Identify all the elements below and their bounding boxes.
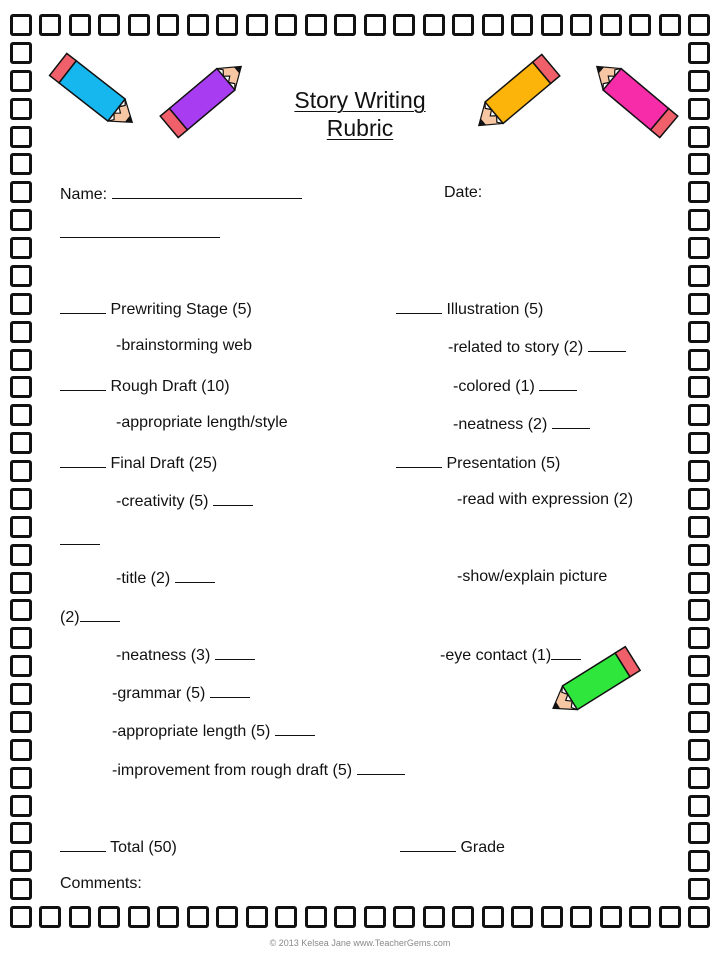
appropriate-style-label: -appropriate length/style (116, 414, 288, 431)
border-square (10, 376, 32, 398)
show-explain-blank[interactable] (80, 606, 120, 622)
border-square (187, 14, 209, 36)
border-square (688, 265, 710, 287)
border-square (10, 181, 32, 203)
border-square (364, 906, 386, 928)
orange-pencil-icon (460, 46, 568, 146)
rough-draft-score-blank[interactable] (60, 375, 106, 391)
copyright-footer: © 2013 Kelsea Jane www.TeacherGems.com (269, 938, 451, 948)
border-square (39, 906, 61, 928)
presentation-score-blank[interactable] (396, 452, 442, 468)
total-label: Total (50) (110, 839, 177, 856)
illustration-row (396, 298, 543, 320)
border-square (10, 70, 32, 92)
border-square (688, 432, 710, 454)
related-label: -related to story (2) (448, 339, 584, 356)
border-square (10, 544, 32, 566)
border-square (10, 795, 32, 817)
improvement-label: -improvement from rough draft (5) (112, 762, 353, 779)
grammar-row (112, 682, 250, 704)
brainstorming-label: -brainstorming web (116, 337, 253, 354)
improvement-blank[interactable] (357, 759, 405, 775)
border-square (10, 488, 32, 510)
border-square (364, 14, 386, 36)
border-square (246, 14, 268, 36)
border-square (688, 321, 710, 343)
border-square (452, 14, 474, 36)
border-square (10, 126, 32, 148)
read-expression-label: -read with expression (2) (457, 491, 634, 508)
border-square (216, 14, 238, 36)
purple-pencil-icon (152, 46, 260, 146)
border-square (688, 795, 710, 817)
colored-label: -colored (1) (453, 378, 535, 395)
border-square (246, 906, 268, 928)
border-square (98, 906, 120, 928)
border-square (10, 516, 32, 538)
border-square (69, 14, 91, 36)
border-square (305, 14, 327, 36)
border-square (423, 14, 445, 36)
related-blank[interactable] (588, 336, 626, 352)
border-square (688, 237, 710, 259)
grammar-blank[interactable] (210, 682, 250, 698)
border-square (541, 906, 563, 928)
border-square (157, 906, 179, 928)
border-square (482, 906, 504, 928)
border-square (39, 14, 61, 36)
rough-draft-label: Rough Draft (10) (110, 378, 230, 395)
border-square (688, 126, 710, 148)
border-square (10, 265, 32, 287)
border-square (629, 14, 651, 36)
border-square (511, 906, 533, 928)
neatness-left-row (116, 644, 255, 666)
border-square (659, 14, 681, 36)
creativity-label: -creativity (5) (116, 493, 209, 510)
title-item-row (116, 567, 215, 589)
prewriting-label: Prewriting Stage (5) (110, 301, 252, 318)
border-square (98, 14, 120, 36)
border-square (570, 906, 592, 928)
border-square (600, 906, 622, 928)
border-square (10, 850, 32, 872)
colored-row (453, 375, 577, 397)
title-line-1: Story Writing (294, 87, 426, 113)
presentation-label: Presentation (5) (446, 455, 561, 472)
border-square (688, 739, 710, 761)
border-square (688, 767, 710, 789)
neatness-left-blank[interactable] (215, 644, 255, 660)
border-square (10, 683, 32, 705)
title-item-label: -title (2) (116, 570, 171, 587)
border-square (688, 544, 710, 566)
border-square (10, 739, 32, 761)
title-line-2: Rubric (326, 115, 394, 141)
name-blank[interactable] (112, 183, 302, 199)
border-square (688, 850, 710, 872)
border-square (688, 98, 710, 120)
border-square (128, 906, 150, 928)
border-square (10, 14, 32, 36)
creativity-row (116, 490, 253, 512)
page-title (270, 86, 450, 142)
eye-contact-blank[interactable] (551, 644, 581, 660)
border-square (629, 906, 651, 928)
creativity-blank[interactable] (213, 490, 253, 506)
grammar-label: -grammar (5) (112, 685, 206, 702)
neatness-right-label: -neatness (2) (453, 416, 548, 433)
border-square (10, 293, 32, 315)
rough-draft-row (60, 375, 230, 397)
illustration-score-blank[interactable] (396, 298, 442, 314)
border-square (275, 906, 297, 928)
border-square (10, 572, 32, 594)
border-square (659, 906, 681, 928)
total-row (60, 836, 177, 858)
border-square (10, 153, 32, 175)
border-square (334, 906, 356, 928)
grade-row (400, 836, 505, 858)
border-square (688, 488, 710, 510)
border-square (688, 293, 710, 315)
border-square (157, 14, 179, 36)
show-explain-points-row (60, 606, 120, 628)
border-square (393, 14, 415, 36)
border-square (10, 237, 32, 259)
border-square (10, 906, 32, 928)
border-square (511, 14, 533, 36)
show-explain-label: -show/explain picture (457, 568, 608, 585)
eye-contact-row (440, 644, 581, 666)
border-square (600, 14, 622, 36)
border-square (688, 683, 710, 705)
border-square (10, 321, 32, 343)
border-square (688, 572, 710, 594)
border-square (10, 767, 32, 789)
colored-blank[interactable] (539, 375, 577, 391)
border-square (275, 14, 297, 36)
illustration-label: Illustration (5) (446, 301, 544, 318)
border-square (541, 14, 563, 36)
border-square (423, 906, 445, 928)
name-field (60, 183, 302, 205)
neatness-left-label: -neatness (3) (116, 647, 211, 664)
border-square (10, 878, 32, 900)
border-square (688, 181, 710, 203)
blue-pencil-icon (42, 46, 150, 142)
border-square (688, 822, 710, 844)
name-label: Name: (60, 186, 108, 203)
border-square (10, 711, 32, 733)
border-square (688, 516, 710, 538)
border-square (10, 349, 32, 371)
border-square (688, 70, 710, 92)
border-square (688, 42, 710, 64)
neatness-right-blank[interactable] (552, 413, 590, 429)
read-expression-blank[interactable] (60, 529, 100, 545)
border-square (570, 14, 592, 36)
border-square (688, 460, 710, 482)
grade-label: Grade (460, 839, 505, 856)
border-square (688, 349, 710, 371)
date-label: Date: (444, 184, 483, 201)
border-square (69, 906, 91, 928)
border-square (216, 906, 238, 928)
border-square (10, 599, 32, 621)
appropriate-length-row (112, 720, 315, 742)
appropriate-length-blank[interactable] (275, 720, 315, 736)
border-square (688, 627, 710, 649)
border-square (305, 906, 327, 928)
border-square (10, 627, 32, 649)
border-square (452, 906, 474, 928)
border-square (688, 906, 710, 928)
border-square (688, 376, 710, 398)
border-square (10, 404, 32, 426)
prewriting-score-blank[interactable] (60, 298, 106, 314)
appropriate-length-label: -appropriate length (5) (112, 723, 271, 740)
border-square (688, 404, 710, 426)
presentation-row (396, 452, 560, 474)
border-square (10, 655, 32, 677)
border-square (482, 14, 504, 36)
eye-contact-label: -eye contact (1) (440, 647, 552, 664)
border-square (688, 14, 710, 36)
border-square (393, 906, 415, 928)
border-square (10, 822, 32, 844)
border-square (334, 14, 356, 36)
border-square (688, 209, 710, 231)
border-square (187, 906, 209, 928)
border-square (10, 460, 32, 482)
border-square (688, 599, 710, 621)
border-square (128, 14, 150, 36)
border-square (10, 209, 32, 231)
pink-pencil-icon (578, 46, 686, 146)
final-draft-score-blank[interactable] (60, 452, 106, 468)
comments-label: Comments: (60, 875, 142, 892)
border-square (10, 42, 32, 64)
border-square (688, 153, 710, 175)
border-square (688, 711, 710, 733)
border-square (10, 98, 32, 120)
border-square (688, 655, 710, 677)
neatness-right-row (453, 413, 590, 435)
improvement-row (112, 759, 405, 781)
grade-blank[interactable] (400, 836, 456, 852)
border-square (10, 432, 32, 454)
title-item-blank[interactable] (175, 567, 215, 583)
final-draft-label: Final Draft (25) (110, 455, 218, 472)
prewriting-row (60, 298, 252, 320)
final-draft-row (60, 452, 217, 474)
border-square (688, 878, 710, 900)
date-blank[interactable] (60, 222, 220, 238)
total-score-blank[interactable] (60, 836, 106, 852)
related-row (448, 336, 626, 358)
show-explain-points-label: (2) (60, 609, 80, 626)
